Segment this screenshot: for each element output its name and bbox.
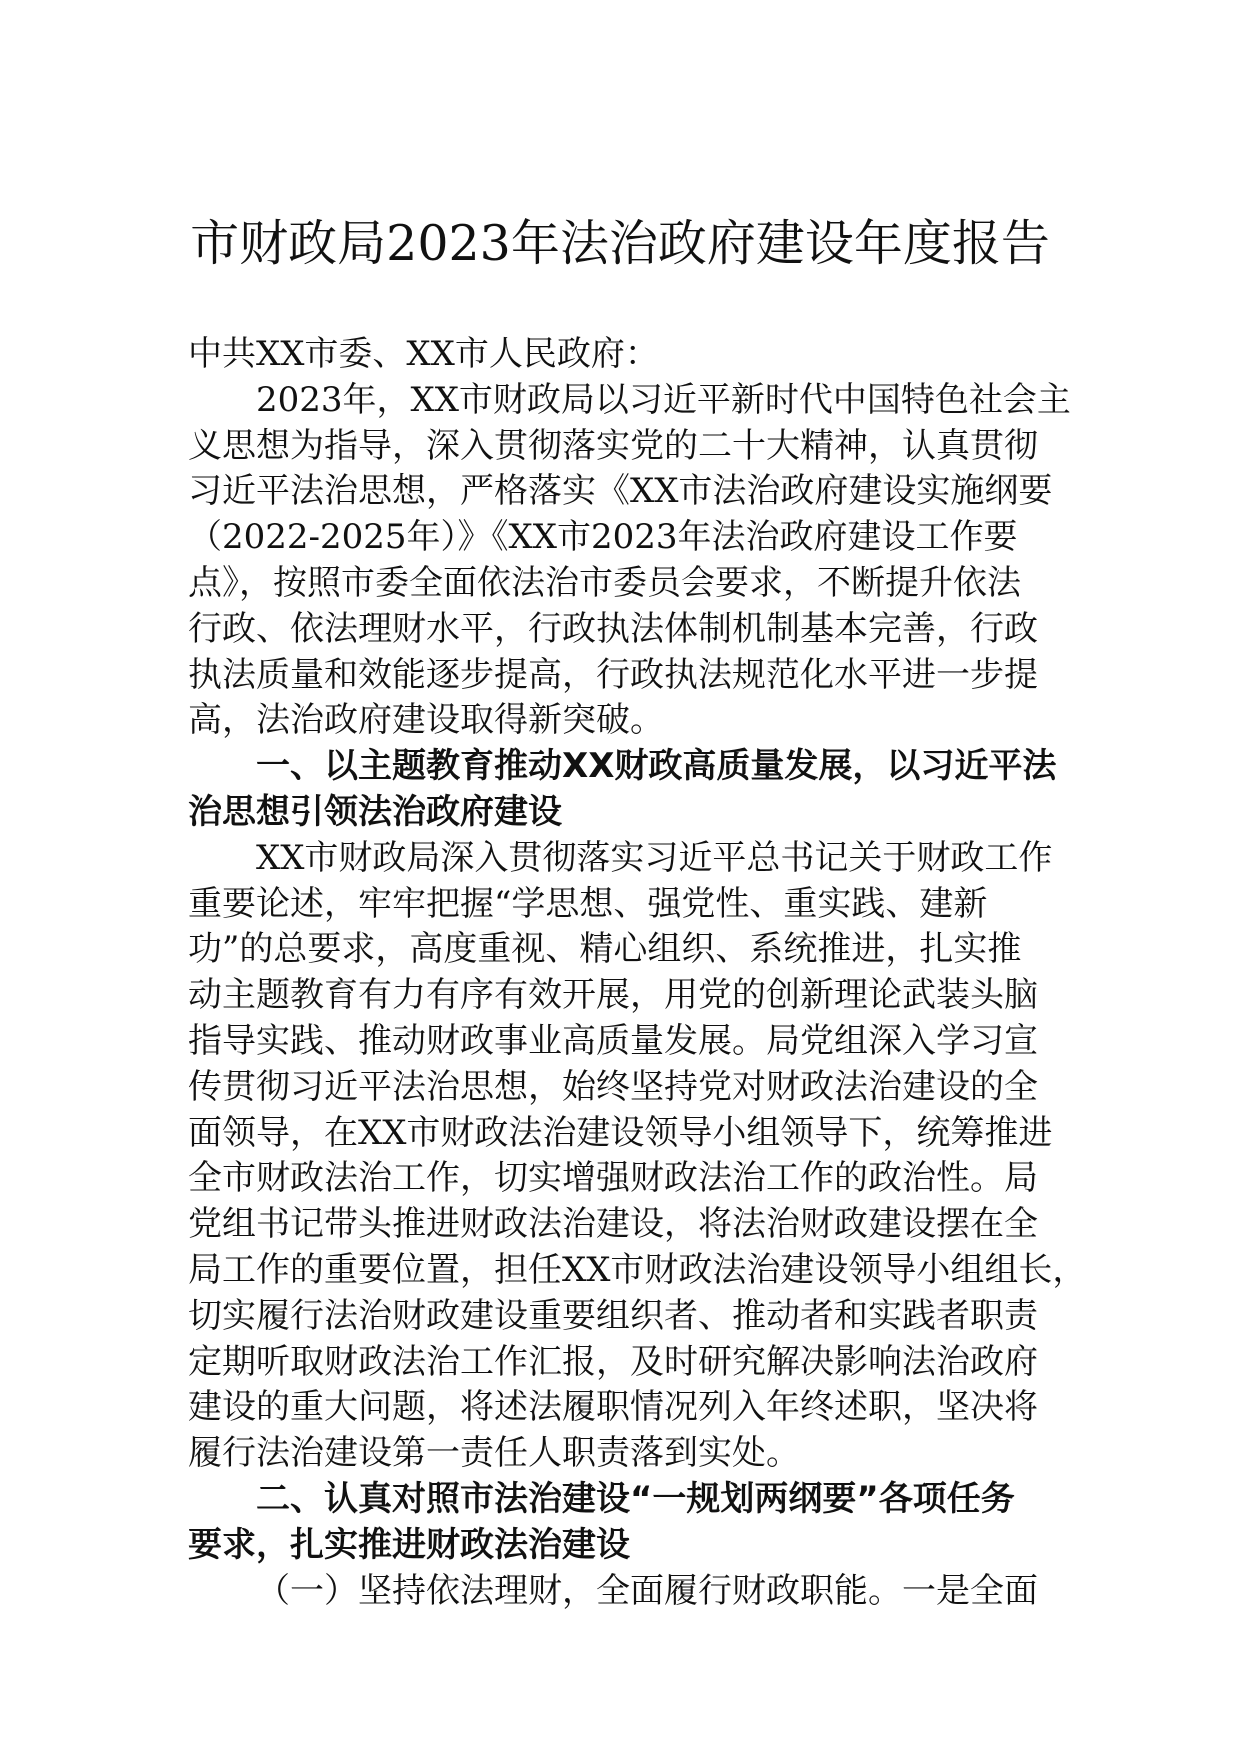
paragraph-line: 建设的重大问题，将述法履职情况列入年终述职，坚决将 (188, 1387, 1038, 1428)
paragraph-line: 义思想为指导，深入贯彻落实党的二十大精神，认真贯彻 (188, 425, 1038, 466)
paragraph-line: 履行法治建设第一责任人职责落到实处。 (188, 1433, 800, 1474)
paragraph-line: 中共XX市委、XX市人民政府： (188, 334, 659, 374)
paragraph-line: 定期听取财政法治工作汇报，及时研究解决影响法治政府 (188, 1341, 1038, 1382)
paragraph-line: 面领导，在XX市财政法治建设领导小组领导下，统筹推进 (188, 1112, 1053, 1153)
paragraph-line: 行政、依法理财水平，行政执法体制机制基本完善，行政 (188, 608, 1038, 649)
paragraph-line: 动主题教育有力有序有效开展，用党的创新理论武装头脑 (188, 975, 1038, 1016)
paragraph-line: 指导实践、推动财政事业高质量发展。局党组深入学习宣 (188, 1020, 1038, 1061)
paragraph-line: 传贯彻习近平法治思想，始终坚持党对财政法治建设的全 (188, 1066, 1038, 1107)
paragraph-line: 党组书记带头推进财政法治建设，将法治财政建设摆在全 (188, 1204, 1038, 1245)
paragraph-line: 习近平法治思想，严格落实《XX市法治政府建设实施纲要 (188, 471, 1053, 512)
paragraph-line: 点》，按照市委全面依法治市委员会要求，不断提升依法 (188, 562, 1021, 603)
section-heading-line: 二、认真对照市法治建设“一规划两纲要”各项任务 (256, 1478, 1015, 1519)
document-title: 市财政局2023年法治政府建设年度报告 (190, 215, 1050, 272)
paragraph-line: （2022-2025年）》《XX市2023年法治政府建设工作要 (188, 517, 1018, 558)
paragraph-line: 执法质量和效能逐步提高，行政执法规范化水平进一步提 (188, 654, 1038, 695)
paragraph-line: （一）坚持依法理财，全面履行财政职能。一是全面 (256, 1570, 1038, 1611)
paragraph-line: 2023年，XX市财政局以习近平新时代中国特色社会主 (256, 379, 1071, 420)
paragraph-line: 全市财政法治工作，切实增强财政法治工作的政治性。局 (188, 1158, 1038, 1199)
paragraph-line: 局工作的重要位置，担任XX市财政法治建设领导小组组长， (188, 1249, 1087, 1290)
paragraph-line: 切实履行法治财政建设重要组织者、推动者和实践者职责 (188, 1295, 1038, 1336)
paragraph-line: 高，法治政府建设取得新突破。 (188, 700, 664, 741)
section-heading-line: 一、以主题教育推动XX财政高质量发展，以习近平法 (256, 746, 1057, 787)
paragraph-line: 功”的总要求，高度重视、精心组织、系统推进，扎实推 (188, 929, 1022, 970)
section-heading-line: 治思想引领法治政府建设 (188, 791, 562, 832)
paragraph-line: XX市财政局深入贯彻落实习近平总书记关于财政工作 (256, 837, 1053, 878)
paragraph-line: 重要论述，牢牢把握“学思想、强党性、重实践、建新 (188, 883, 988, 924)
document-body (188, 332, 1087, 1614)
section-heading-line: 要求，扎实推进财政法治建设 (188, 1524, 630, 1565)
